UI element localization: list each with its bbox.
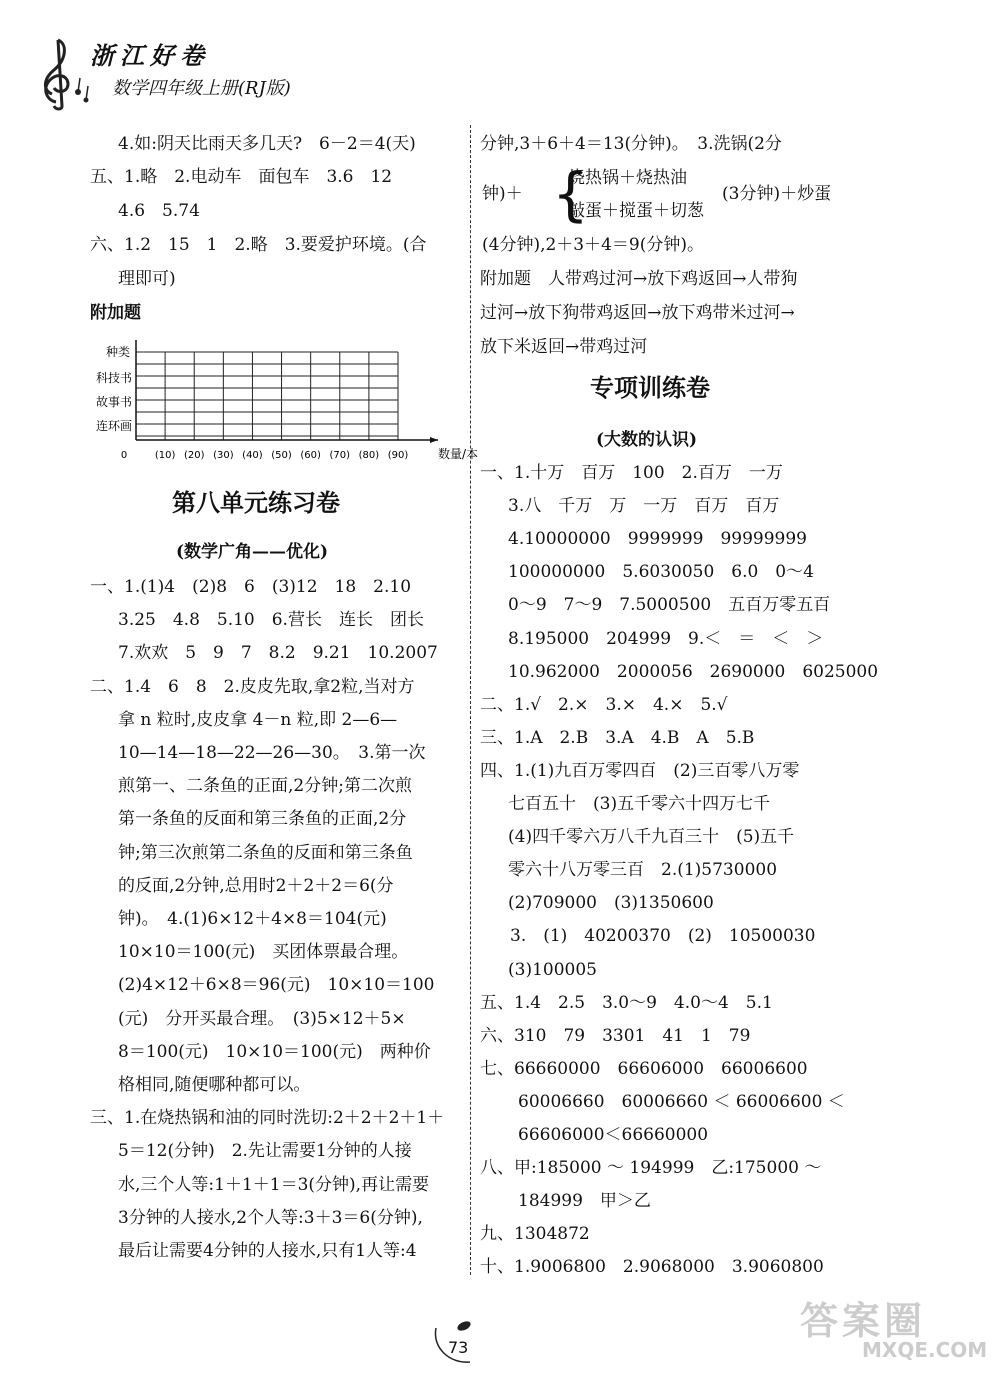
answer-line: 五、1.略 2.电动车 面包车 3.6 12	[90, 167, 393, 187]
answer-line: (元) 分开买最合理。 (3)5×12＋5×	[118, 1008, 406, 1029]
answer-line: 理即可)	[118, 269, 176, 289]
answer-line: 10×10＝100(元) 买团体票最合理。	[118, 942, 409, 963]
answer-line: 格相同,随便哪种都可以。	[118, 1075, 311, 1095]
answer-line: 一、1.(1)4 (2)8 6 (3)12 18 2.10	[90, 577, 412, 597]
answer-line: 5＝12(分钟) 2.先让需要1分钟的人接	[118, 1141, 412, 1162]
answer-line: 60006660 60006660 ＜ 66006600 ＜	[518, 1091, 845, 1112]
x-tick-label: (60)	[300, 450, 321, 461]
answer-line: 十、1.9006800 2.9068000 3.9060800	[480, 1257, 824, 1278]
answer-line: (2)4×12＋6×8＝96(元) 10×10＝100	[118, 975, 435, 996]
answer-line: 10.962000 2000056 2690000 6025000	[508, 661, 879, 682]
answer-line: 8＝100(元) 10×10＝100(元) 两种价	[118, 1041, 431, 1062]
answer-line: 最后让需要4分钟的人接水,只有1人等:4	[118, 1241, 417, 1261]
answer-line: (3分钟)＋炒蛋	[722, 184, 832, 204]
answer-line: 第一条鱼的反面和第三条鱼的正面,2分	[118, 809, 407, 830]
x-axis-arrow-icon	[430, 437, 438, 443]
answer-line: 敲蛋＋搅蛋＋切葱	[568, 201, 704, 221]
answer-line: 六、310 79 3301 41 1 79	[480, 1025, 751, 1046]
answer-line: 放下米返回→带鸡过河	[480, 337, 648, 357]
bonus-label: 附加题	[90, 303, 141, 323]
x-tick-label: (40)	[242, 450, 263, 461]
answer-line: 二、1.4 6 8 2.皮皮先取,拿2粒,当对方	[90, 676, 415, 697]
answer-line: 钟)＋	[482, 184, 523, 204]
answer-line: 七、66660000 66606000 66006600	[480, 1058, 808, 1079]
answer-line: 钟)。 4.(1)6×12＋4×8＝104(元)	[118, 909, 387, 929]
answer-line: 8.195000 204999 9.＜ ＝ ＜ ＞	[508, 628, 824, 649]
x-axis-label: 数量/本	[437, 447, 479, 461]
answer-line: 烧热锅＋烧热油	[568, 168, 687, 188]
x-tick-label: 0	[120, 450, 128, 461]
column-divider	[470, 125, 471, 1275]
answer-line: 3.25 4.8 5.10 6.营长 连长 团长	[118, 610, 424, 631]
answer-line: 三、1.在烧热锅和油的同时洗切:2＋2＋2＋1＋	[90, 1108, 445, 1129]
answer-line: 煎第一、二条鱼的正面,2分钟;第二次煎	[118, 776, 412, 797]
answer-line: 四、1.(1)九百万零四百 (2)三百零八万零	[480, 760, 800, 781]
answer-line: 二、1.√ 2.× 3.× 4.× 5.√	[480, 694, 728, 715]
x-tick-label: (70)	[329, 450, 351, 461]
treble-clef-logo-icon	[28, 30, 98, 110]
category-label: 故事书	[95, 395, 132, 409]
answer-line: 3分钟的人接水,2个人等:3＋3＝6(分钟),	[118, 1207, 423, 1228]
x-tick-label: (30)	[213, 450, 234, 461]
answer-line: 3.八 千万 万 一万 百万 百万	[508, 496, 780, 517]
answer-line: 过河→放下狗带鸡返回→放下鸡带米过河→	[480, 303, 795, 323]
answer-line: 3. (1) 40200370 (2) 10500030	[510, 926, 816, 947]
answer-line: 10—14—18—22—26—30。 3.第一次	[118, 743, 426, 763]
book-subtitle: 数学四年级上册(RJ版)	[112, 78, 291, 99]
answer-line: 八、甲:185000 ～ 194999 乙:175000 ～	[480, 1158, 822, 1179]
answer-line: 拿 n 粒时,皮皮拿 4－n 粒,即 2—6—	[118, 709, 398, 730]
answer-line: 的反面,2分钟,总用时2＋2＋2＝6(分	[118, 875, 394, 896]
answer-line: 分钟,3＋6＋4＝13(分钟)。 3.洗锅(2分	[480, 134, 782, 154]
x-tick-label: (50)	[271, 450, 292, 461]
x-tick-label: (10)	[154, 450, 176, 461]
answer-line: 九、1304872	[480, 1224, 590, 1245]
answer-line: 100000000 5.6030050 6.0 0～4	[508, 562, 814, 583]
answer-line: 七百五十 (3)五千零六十四万七千	[508, 794, 771, 814]
watermark-url: MXQE.COM	[862, 1338, 988, 1362]
category-label: 连环画	[95, 419, 132, 433]
answer-line: 水,三个人等:1＋1＋1＝3(分钟),再让需要	[118, 1174, 430, 1195]
special-title: 专项训练卷	[590, 374, 710, 402]
unit8-subtitle: (数学广角——优化)	[176, 542, 329, 562]
answer-line: 一、1.十万 百万 100 2.百万 一万	[480, 463, 783, 483]
answer-line: 4.6 5.74	[118, 201, 200, 221]
bar-chart	[84, 340, 479, 466]
unit8-title: 第八单元练习卷	[172, 489, 340, 517]
x-tick-label: (80)	[358, 450, 380, 461]
brace-icon: {	[552, 160, 589, 228]
answer-line: 五、1.4 2.5 3.0～9 4.0～4 5.1	[480, 992, 773, 1013]
answer-line: 7.欢欢 5 9 7 8.2 9.21 10.2007	[118, 643, 438, 664]
answer-line: 184999 甲＞乙	[518, 1191, 651, 1212]
answer-line: (2)709000 (3)1350600	[508, 893, 714, 914]
y-axis-label: 种类	[105, 345, 130, 359]
answer-line: (4分钟),2＋3＋4＝9(分钟)。	[482, 235, 705, 255]
answer-line: 钟;第三次煎第二条鱼的反面和第三条鱼	[118, 842, 413, 863]
answer-line: 六、1.2 15 1 2.略 3.要爱护环境。(合	[90, 235, 427, 255]
answer-line: 附加题 人带鸡过河→放下鸡返回→人带狗	[480, 269, 798, 289]
watermark-text: 答案圈	[800, 1299, 927, 1343]
page-number: 73	[448, 1338, 469, 1357]
x-tick-label: (90)	[387, 450, 409, 461]
answer-line: 0～9 7～9 7.5000500 五百万零五百	[508, 595, 831, 616]
special-subtitle: (大数的认识)	[596, 430, 698, 450]
answer-line: 4.如:阴天比雨天多几天? 6－2＝4(天)	[118, 134, 416, 154]
answer-line: 4.10000000 9999999 99999999	[508, 529, 807, 550]
answer-line: 66606000＜66660000	[518, 1125, 709, 1145]
book-title: 浙江好卷	[90, 41, 210, 70]
answer-line: 三、1.A 2.B 3.A 4.B A 5.B	[480, 727, 755, 748]
answer-line: (3)100005	[508, 959, 597, 980]
answer-line: 零六十八万零三百 2.(1)5730000	[508, 860, 778, 881]
category-label: 科技书	[95, 371, 132, 385]
answer-line: (4)四千零六万八千九百三十 (5)五千	[508, 827, 795, 848]
x-tick-label: (20)	[183, 450, 205, 461]
